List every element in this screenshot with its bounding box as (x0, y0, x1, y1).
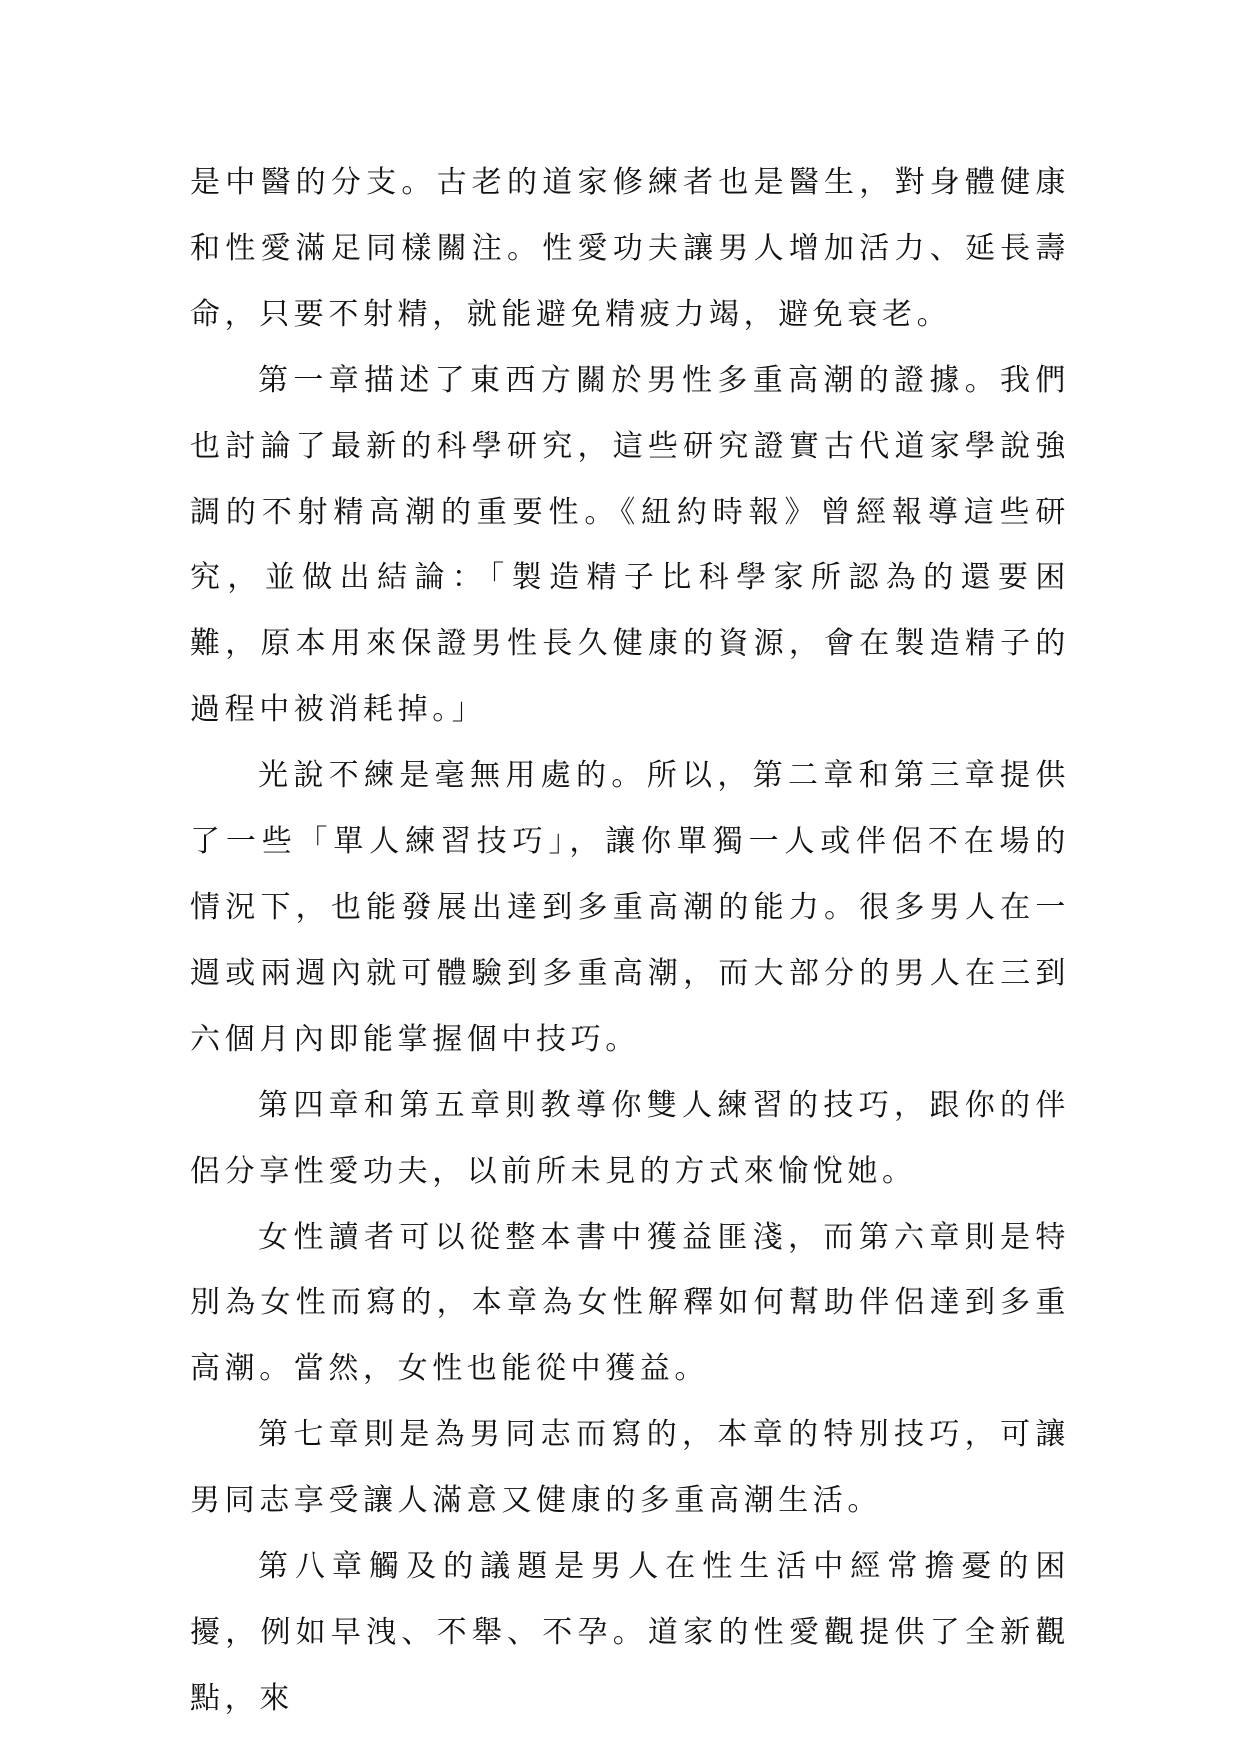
paragraph-chapter-six: 女性讀者可以從整本書中獲益匪淺，而第六章則是特別為女性而寫的，本章為女性解釋如何幫助伴侶達到多重高潮。當然，女性也能從中獲益。 (190, 1219, 1070, 1387)
paragraph-chapters-four-five: 第四章和第五章則教導你雙人練習的技巧，跟你的伴侶分享性愛功夫，以前所未見的方式來愉悅她。 (190, 1087, 1070, 1189)
paragraph-chapter-one: 第一章描述了東西方關於男性多重高潮的證據。我們也討論了最新的科學研究，這些研究證實古代道家學說強調的不射精高潮的重要性。《紐約時報》曾經報導這些研究，並做出結論：「製造精子比科學家所認為的還要困難，原本用來保證男性長久健康的資源，會在製造精子的過程中被消耗掉。」 (190, 362, 1070, 728)
paragraph-continuation: 是中醫的分支。古老的道家修練者也是醫生，對身體健康和性愛滿足同樣關注。性愛功夫讓男人增加活力、延長壽命，只要不射精，就能避免精疲力竭，避免衰老。 (190, 165, 1070, 332)
paragraph-chapters-two-three: 光說不練是毫無用處的。所以，第二章和第三章提供了一些「單人練習技巧」，讓你單獨一人或伴侶不在場的情況下，也能發展出達到多重高潮的能力。很多男人在一週或兩週內就可體驗到多重高潮，而大部分的男人在三到六個月內即能掌握個中技巧。 (190, 758, 1070, 1057)
paragraph-chapter-seven: 第七章則是為男同志而寫的，本章的特別技巧，可讓男同志享受讓人滿意又健康的多重高潮生活。 (190, 1417, 1070, 1519)
body-text (190, 150, 1070, 1732)
paragraph-chapter-eight: 第八章觸及的議題是男人在性生活中經常擔憂的困擾，例如早洩、不舉、不孕。道家的性愛觀提供了全新觀點，來 (190, 1549, 1070, 1716)
